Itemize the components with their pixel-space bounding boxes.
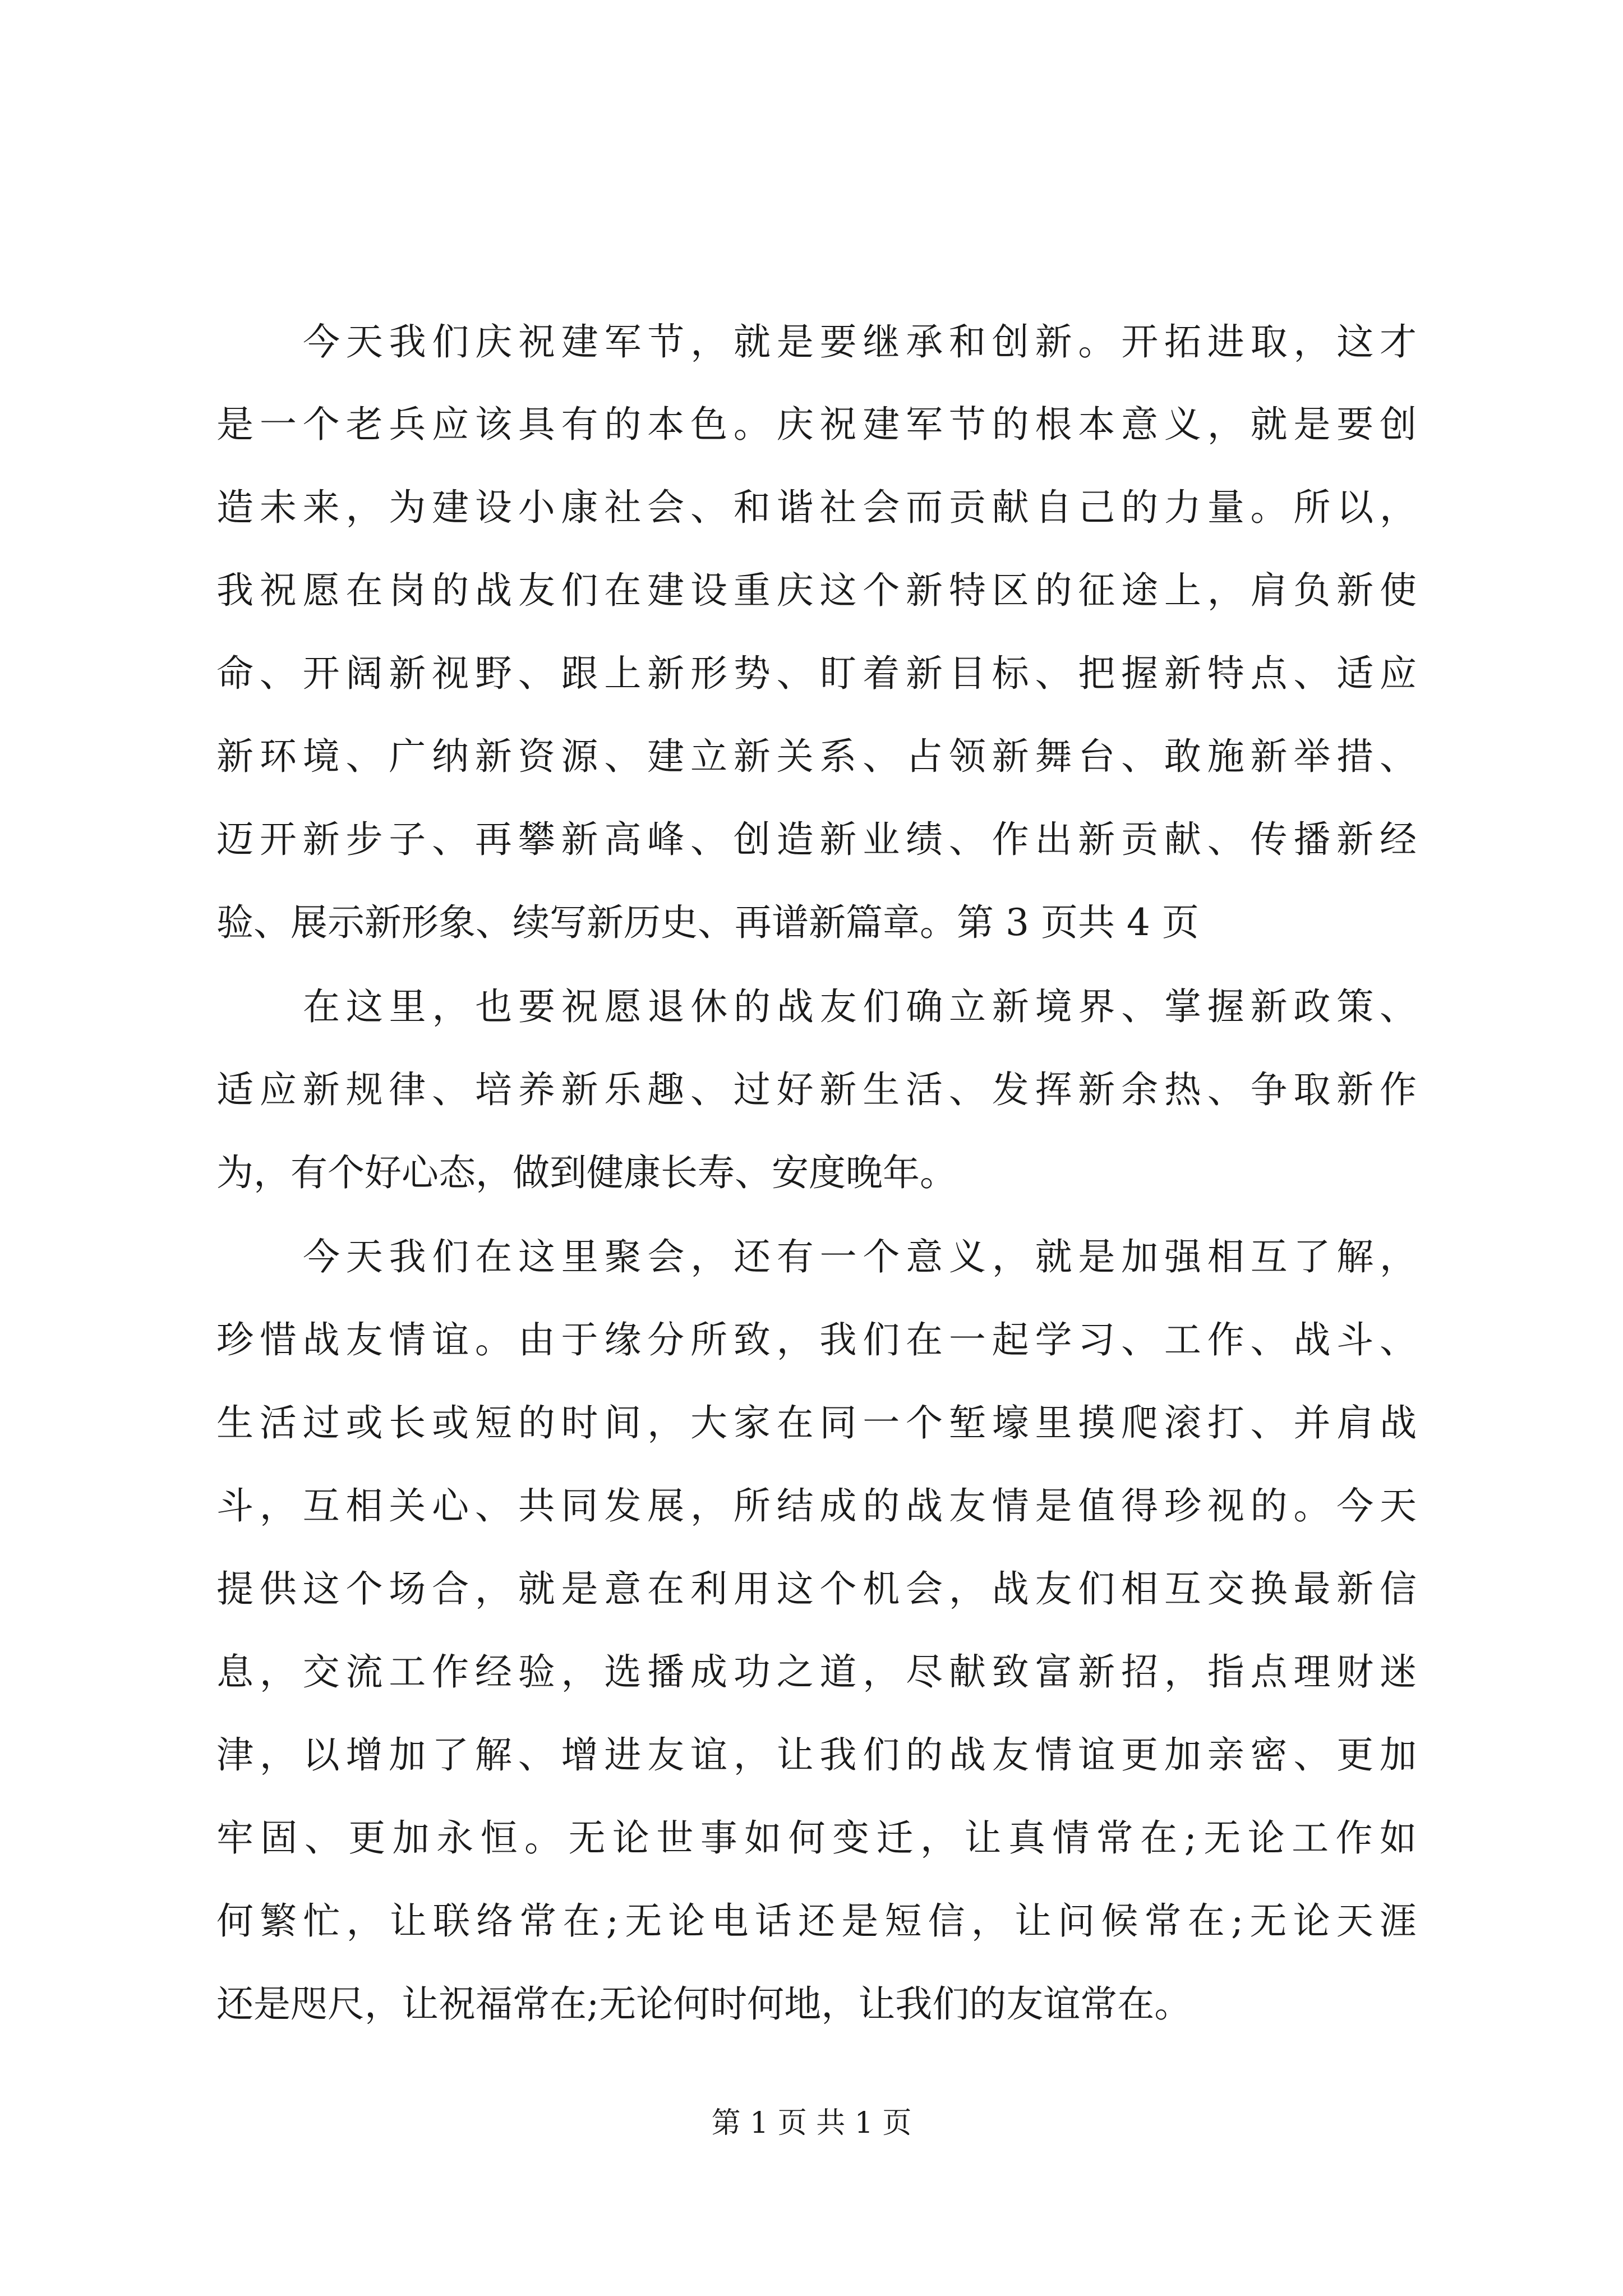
paragraph-3-line-9: 何繁忙，让联络常在;无论电话还是短信，让问候常在;无论天涯 bbox=[216, 1899, 1417, 1943]
paragraph-3-line-2: 珍惜战友情谊。由于缘分所致，我们在一起学习、工作、战斗、 bbox=[216, 1318, 1417, 1361]
paragraph-1-line-4: 我祝愿在岗的战友们在建设重庆这个新特区的征途上，肩负新使 bbox=[216, 569, 1417, 612]
paragraph-1-line-6: 新环境、广纳新资源、建立新关系、占领新舞台、敢施新举措、 bbox=[216, 735, 1417, 778]
page-footer bbox=[0, 2101, 1623, 2146]
paragraph-2-line-2: 适应新规律、培养新乐趣、过好新生活、发挥新余热、争取新作 bbox=[216, 1068, 1417, 1111]
paragraph-3-line-1: 今天我们在这里聚会，还有一个意义，就是加强相互了解， bbox=[303, 1235, 1417, 1278]
paragraph-2-line-1: 在这里，也要祝愿退休的战友们确立新境界、掌握新政策、 bbox=[303, 985, 1417, 1028]
paragraph-3-line-3: 生活过或长或短的时间，大家在同一个堑壕里摸爬滚打、并肩战 bbox=[216, 1401, 1417, 1444]
paragraph-1-line-8: 验、展示新形象、续写新历史、再谱新篇章。第 3 页共 4 页 bbox=[216, 901, 1199, 944]
paragraph-1-line-5: 命、开阔新视野、跟上新形势、盯着新目标、把握新特点、适应 bbox=[216, 652, 1417, 695]
paragraph-1-line-1: 今天我们庆祝建军节，就是要继承和创新。开拓进取，这才 bbox=[303, 320, 1417, 364]
paragraph-3-line-7: 津，以增加了解、增进友谊，让我们的战友情谊更加亲密、更加 bbox=[216, 1733, 1417, 1777]
paragraph-2-line-3: 为，有个好心态，做到健康长寿、安度晚年。 bbox=[216, 1151, 957, 1194]
page-number-label: 第 1 页 共 1 页 bbox=[711, 2106, 912, 2140]
paragraph-3-line-6: 息，交流工作经验，选播成功之道，尽献致富新招，指点理财迷 bbox=[216, 1650, 1417, 1694]
paragraph-1-line-2: 是一个老兵应该具有的本色。庆祝建军节的根本意义，就是要创 bbox=[216, 403, 1417, 446]
paragraph-1-line-7: 迈开新步子、再攀新高峰、创造新业绩、作出新贡献、传播新经 bbox=[216, 818, 1417, 861]
paragraph-3-line-10: 还是咫尺，让祝福常在;无论何时何地，让我们的友谊常在。 bbox=[216, 1982, 1192, 2026]
paragraph-3-line-5: 提供这个场合，就是意在利用这个机会，战友们相互交换最新信 bbox=[216, 1567, 1417, 1611]
paragraph-3-line-8: 牢固、更加永恒。无论世事如何变迁，让真情常在;无论工作如 bbox=[216, 1816, 1417, 1860]
paragraph-1-line-3: 造未来，为建设小康社会、和谐社会而贡献自己的力量。所以， bbox=[216, 486, 1417, 529]
paragraph-3-line-4: 斗，互相关心、共同发展，所结成的战友情是值得珍视的。今天 bbox=[216, 1484, 1417, 1527]
